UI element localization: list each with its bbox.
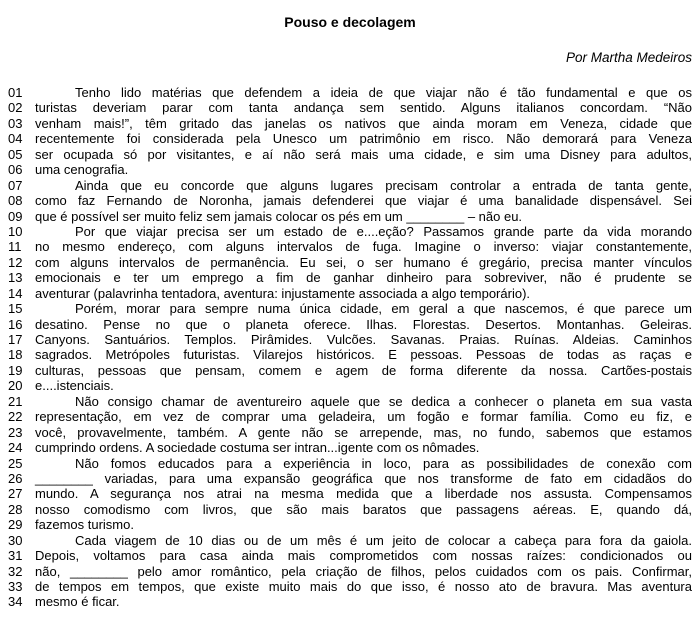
line-number: 02 (8, 100, 23, 116)
text-line (8, 347, 692, 362)
line-number: 18 (8, 347, 23, 363)
text-line (8, 162, 692, 177)
text-line (8, 239, 692, 254)
line-text: cumprindo ordens. A sociedade costuma ser intran...igente com os nômades. (35, 440, 480, 456)
line-number: 33 (8, 579, 23, 594)
line-text: Canyons. Santuários. Templos. Pirâmides. Vulcões. Savanas. Praias. Ruínas. Aldeias. Caminhos (35, 332, 692, 347)
line-number: 14 (8, 285, 23, 301)
line-number: 11 (8, 239, 22, 255)
text-line (8, 147, 692, 162)
line-number: 10 (8, 223, 23, 239)
line-text: e....istenciais. (35, 378, 114, 394)
text-line (8, 255, 692, 270)
text-line (8, 209, 692, 224)
text-line (8, 270, 692, 285)
line-number: 28 (8, 501, 23, 517)
line-text: sagrados. Metrópoles futuristas. Vilarejos históricos. E pessoas. Pessoas de todas as raças e (35, 347, 692, 363)
line-number: 31 (8, 548, 23, 564)
text-line (8, 131, 692, 146)
text-line (8, 409, 692, 424)
line-text: aventurar (palavrinha tentadora, aventura: injustamente associada a algo temporário). (35, 285, 531, 301)
line-number: 03 (8, 115, 23, 131)
line-text: turistas deveriam parar com tanta andança sem sentido. Alguns italianos concordam. “Não (35, 100, 692, 116)
text-line (8, 363, 692, 378)
line-text: uma cenografia. (35, 162, 129, 178)
byline: Por Martha Medeiros (565, 50, 692, 65)
line-text: desatino. Pense no que o planeta oferece. Ilhas. Florestas. Desertos. Montanhas. Geleiras. (35, 316, 692, 332)
line-text: nosso comodismo com livros, que são mais baratos que passagens aéreas. E, quando dá, (35, 501, 692, 517)
line-number: 13 (8, 270, 23, 286)
line-number: 06 (8, 162, 23, 178)
line-number: 15 (8, 301, 23, 317)
text-line (8, 425, 692, 440)
line-number: 16 (8, 316, 23, 332)
text-line (8, 440, 692, 455)
line-number: 29 (8, 517, 23, 533)
text-line (8, 301, 692, 316)
line-number: 09 (8, 208, 23, 224)
line-text: Tenho lido matérias que defendem a ideia de que viajar não é tão fundamental e que os (75, 85, 692, 100)
text-line (8, 378, 692, 393)
line-text: recentemente foi considerada pela Unesco um patrimônio em risco. Não demorará para Veneza (35, 131, 692, 147)
text-line (8, 100, 692, 115)
line-text: Não consigo chamar de aventureiro aquele que se dedica a conhecer o planeta em sua vasta (75, 393, 692, 409)
line-text: culturas, pessoas que pensam, comem e agem de forma diferente da nossa. Cartões-postais (35, 362, 692, 378)
line-text: mesmo é ficar. (35, 594, 120, 610)
line-number: 26 (8, 470, 23, 486)
line-text: emocionais e ter um emprego a fim de ganhar dinheiro para sobreviver, não é prudente se (35, 270, 692, 286)
line-number: 19 (8, 362, 23, 378)
text-line (8, 564, 692, 579)
line-number: 20 (8, 378, 23, 394)
line-text: você, provavelmente, também. A gente não se arrepende, mas, no fundo, sabemos que estamos (35, 424, 692, 440)
line-text: no mesmo endereço, com alguns intervalos de fuga. Imagine o inverso: viajar constantemente, (35, 239, 692, 255)
page-title: Pouso e decolagem (284, 14, 416, 30)
line-number: 04 (8, 131, 23, 147)
text-line (8, 486, 692, 501)
line-number: 34 (8, 594, 23, 610)
line-text: como faz Fernando de Noronha, jamais defenderei que viajar é uma banalidade dispensável. Sei (35, 193, 692, 209)
line-text: Depois, voltamos para casa ainda mais comprometidos com nossas raízes: condicionados ou (35, 548, 692, 564)
text-line (8, 548, 692, 563)
text-line (8, 502, 692, 517)
text-line (8, 193, 692, 208)
line-text: não, ________ pelo amor romântico, pela criação de filhos, pelos cuidados com os pais. Confirmar, (35, 563, 692, 579)
text-line (8, 517, 692, 532)
line-text: Não fomos educados para a experiência in loco, para as possibilidades de conexão com (75, 455, 692, 471)
text-line (8, 456, 692, 471)
line-text: mundo. A segurança nos atrai na mesma medida que a liberdade nos assusta. Compensamos (35, 486, 692, 502)
line-number: 25 (8, 455, 23, 471)
line-text: com alguns intervalos de permanência. Eu sei, o ser humano é gregário, precisa manter vínculos (35, 254, 692, 270)
line-text: representação, em vez de comprar uma geladeira, um fogão e formar família. Como eu fiz, e (35, 409, 692, 425)
line-number: 12 (8, 254, 23, 270)
text-line (8, 286, 692, 301)
line-text: de tempos em tempos, que existe muito mais do que isso, é nosso ato de bravura. Mas aventura (35, 579, 692, 594)
line-number: 01 (8, 85, 23, 100)
text-line (8, 471, 692, 486)
text-line (8, 533, 692, 548)
text-line (8, 178, 692, 193)
text-body (8, 85, 692, 610)
line-text: fazemos turismo. (35, 517, 134, 533)
line-text: ser ocupada só por visitantes, e aí não será mais uma cidade, e sim uma Disney para adultos, (35, 146, 692, 162)
line-text: venham mais!”, têm gritado das janelas os nativos que ainda moram em Veneza, cidade que (35, 115, 692, 131)
line-text: Porém, morar para sempre numa única cidade, em geral a que nascemos, é que parece um (75, 301, 692, 317)
line-text: Por que viajar precisa ser um estado de e....eção? Passamos grande parte da vida morando (75, 223, 692, 239)
line-number: 27 (8, 486, 23, 502)
line-text: que é possível ser muito feliz sem jamais colocar os pés em um ________ – não eu. (35, 208, 523, 224)
line-number: 30 (8, 532, 23, 548)
line-text: ________ variadas, para uma expansão geográfica que nos transforme de fato em cidadãos do (35, 470, 692, 486)
line-text: Cada viagem de 10 dias ou de um mês é um jeito de colocar a cabeça para fora da gaiola. (75, 532, 692, 548)
text-line (8, 116, 692, 131)
text-line (8, 224, 692, 239)
line-number: 23 (8, 424, 23, 440)
line-number: 24 (8, 440, 23, 456)
line-number: 05 (8, 146, 23, 162)
line-number: 32 (8, 563, 23, 579)
text-line (8, 394, 692, 409)
text-line (8, 594, 692, 609)
line-number: 07 (8, 177, 23, 193)
text-line (8, 579, 692, 594)
text-line (8, 85, 692, 100)
line-number: 22 (8, 409, 23, 425)
line-text: Ainda que eu concorde que alguns lugares precisam controlar a entrada de tanta gente, (75, 177, 692, 193)
line-number: 21 (8, 393, 23, 409)
line-number: 08 (8, 193, 23, 209)
line-number: 17 (8, 332, 23, 347)
text-line (8, 317, 692, 332)
text-line (8, 332, 692, 347)
